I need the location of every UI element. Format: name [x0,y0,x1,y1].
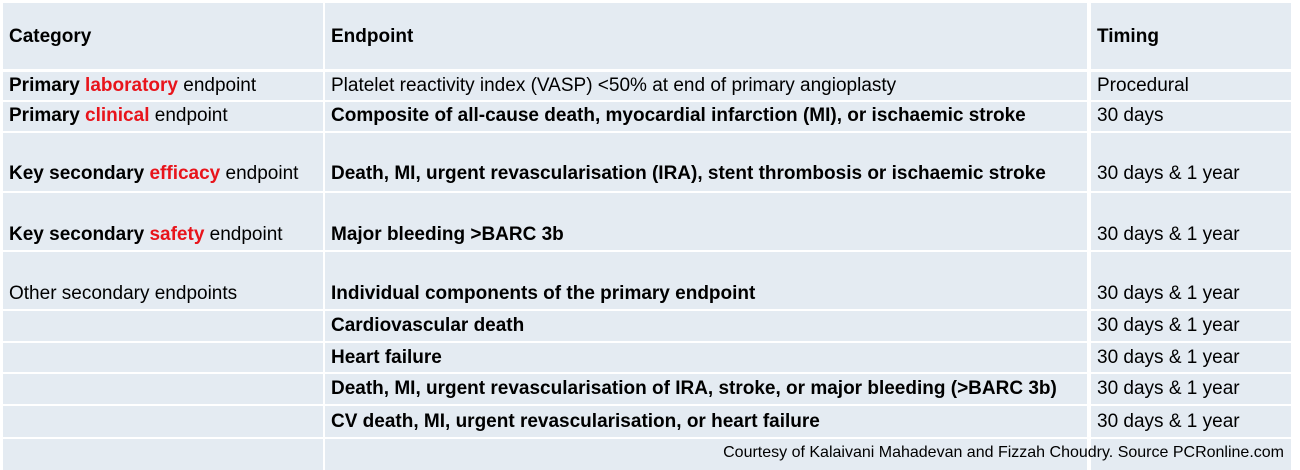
category-cell [3,72,323,100]
endpoint-cell [325,343,1087,372]
category-suffix: endpoint [177,75,257,96]
category-cell [3,406,323,437]
timing-cell [1091,133,1291,191]
endpoint-text: Death, MI, urgent revascularisation of IRA, stroke, or major bleeding (>BARC 3b) [331,378,1057,399]
timing-text: 30 days & 1 year [1097,347,1240,368]
category-text: Key secondary [9,163,150,184]
timing-text: 30 days & 1 year [1097,315,1240,336]
timing-text: 30 days & 1 year [1097,163,1240,184]
header-timing [1091,3,1291,69]
endpoint-cell [325,374,1087,404]
endpoint-text: Major bleeding >BARC 3b [331,224,564,245]
timing-text: 30 days & 1 year [1097,224,1240,245]
header-endpoint [325,3,1087,69]
endpoint-text: Death, MI, urgent revascularisation (IRA), stent thrombosis or ischaemic stroke [331,163,1046,184]
timing-text: 30 days & 1 year [1097,411,1240,432]
timing-text: 30 days & 1 year [1097,378,1240,399]
category-text: Primary [9,75,86,96]
timing-cell [1091,102,1291,131]
category-suffix: endpoint [149,105,228,126]
category-highlight: clinical [85,105,150,126]
endpoint-cell [325,193,1087,250]
endpoint-cell [325,72,1087,100]
endpoint-cell [325,311,1087,341]
timing-cell [1091,252,1291,309]
endpoint-text: Composite of all-cause death, myocardial infarction (MI), or ischaemic stroke [331,105,1026,126]
timing-text: 30 days [1097,105,1164,126]
category-cell [3,343,323,372]
category-cell [3,311,323,341]
endpoint-cell [325,102,1087,131]
category-highlight: efficacy [149,163,221,184]
credit-line: Courtesy of Kalaivani Mahadevan and Fizzah Choudry. Source PCRonline.com [723,444,1284,461]
category-cell [3,252,323,309]
header-endpoint-label: Endpoint [331,26,414,47]
category-text: Primary [9,105,86,126]
category-cell [3,374,323,404]
timing-text: Procedural [1097,75,1189,96]
header-timing-label: Timing [1097,26,1159,47]
category-cell [3,102,323,131]
timing-cell [1091,374,1291,404]
endpoint-cell [325,252,1087,309]
endpoint-cell [325,133,1087,191]
endpoint-text: Platelet reactivity index (VASP) <50% at end of primary angioplasty [331,75,897,96]
timing-text: 30 days & 1 year [1097,283,1240,304]
timing-cell [1091,72,1291,100]
category-suffix: endpoint [204,224,283,245]
endpoint-text: Individual components of the primary endpoint [331,283,756,304]
category-text: Other secondary endpoints [9,283,238,304]
timing-cell [1091,343,1291,372]
category-suffix: endpoint [220,163,299,184]
category-text: Key secondary [9,224,150,245]
timing-cell [1091,311,1291,341]
endpoint-text: CV death, MI, urgent revascularisation, or heart failure [331,411,820,432]
endpoint-text: Cardiovascular death [331,315,525,336]
timing-cell [1091,406,1291,437]
category-cell [3,193,323,250]
category-cell [3,133,323,191]
header-category [3,3,323,69]
timing-cell [1091,193,1291,250]
header-category-label: Category [9,26,92,47]
endpoint-text: Heart failure [331,347,442,368]
category-highlight: safety [149,224,205,245]
category-highlight: laboratory [85,75,178,96]
endpoint-cell [325,406,1087,437]
